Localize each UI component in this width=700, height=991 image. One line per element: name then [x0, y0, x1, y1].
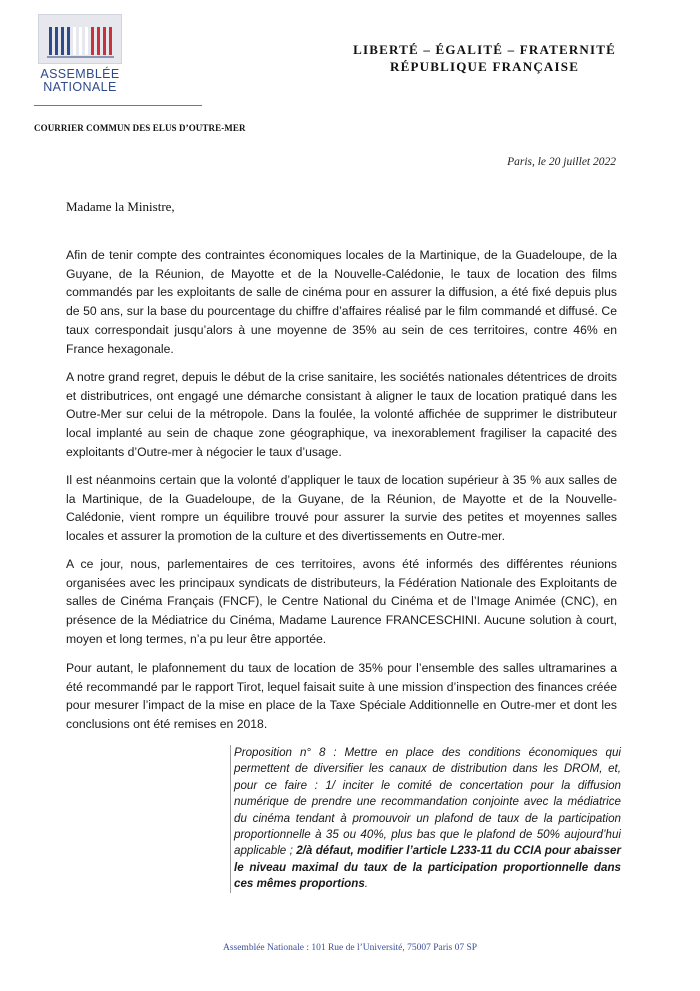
- emblem-drawing: [39, 15, 123, 65]
- proposition-end: .: [364, 877, 369, 891]
- blue-columns: [49, 27, 70, 55]
- footer-address: Assemblée Nationale : 101 Rue de l’Université, 75007 Paris 07 SP: [222, 943, 478, 953]
- letter-date: Paris, le 20 juillet 2022: [507, 156, 616, 168]
- white-columns: [73, 27, 88, 55]
- salutation: Madame la Ministre,: [66, 199, 175, 214]
- body-paragraph-2: A notre grand regret, depuis le début de la crise sanitaire, les sociétés nationales détentrices de droits et distributrices, ont engagé une démarche consistant à aligner le taux de location pratiqué dans les Outre-Mer sur celui de la métropole. Dans la foulée, la volonté affichée de supprimer le distributeur local implanté au sein de chaque zone géographique, va inexorablement fragiliser la capacité des exploitants d’Outre-mer à négocier le taux d’usage.: [66, 370, 617, 459]
- proposition-text: Proposition n° 8 : Mettre en place des conditions économiques qui permettent de diversifier les canaux de distribution dans les DROM, et, pour ce faire : 1/ inciter le comité de concertation pour la diffusion numérique de prendre une recommandation conjointe avec la médiatrice du cinéma tendant à promouvoir un plafond de taux de la participation proportionnelle à 35 ou 40%, plus bas que le plafond de 50% aujourd’hui applicable ;: [234, 746, 621, 858]
- body-paragraph-3: Il est néanmoins certain que la volonté d’appliquer le taux de location supérieur à 35 % aux salles de la Martinique, de la Guadeloupe, de la Guyane, de la Réunion, de Mayotte et de la Nouvelle-Calédonie, vient rompre un équilibre trouvé pour assurer la survie des petites et moyennes salles locales et assurer la promotion de la culture et des divertissements en Outre-mer.: [66, 473, 617, 544]
- republic-motto: [353, 41, 616, 75]
- proposition-quote: [230, 745, 621, 893]
- motto-line-2: RÉPUBLIQUE FRANÇAISE: [390, 59, 580, 74]
- body-paragraph-4: A ce jour, nous, parlementaires de ces territoires, avons été informés des différentes réunions organisées avec les principaux syndicats de distributeurs, la Fédération Nationale des Exploitants de salles de Cinéma Français (FNCF), le Centre National du Cinéma et de l’Image Animée (CNC), en présence de la Médiatrice du Cinéma, Madame Laurence FRANCESCHINI. Aucune solution à court, moyen et long termes, n’a pu leur être apportée.: [66, 557, 617, 646]
- header-divider: [34, 105, 202, 106]
- sender-heading: COURRIER COMMUN DES ELUS D’OUTRE-MER: [34, 123, 246, 133]
- red-columns: [91, 27, 112, 55]
- proposition-bold-text: 2/à défaut, modifier l’article L233-11 du CCIA pour abaisser le niveau maximal du taux de la participation proportionnelle dans ces mêmes proportions: [234, 844, 621, 891]
- body-paragraph-5: Pour autant, le plafonnement du taux de location de 35% pour l’ensemble des salles ultramarines a été recommandé par le rapport Tirot, lequel faisait suite à une mission d’inspection des finances créée pour mesurer l’impact de la mise en place de la Taxe Spéciale Additionnelle en Outre-mer et dont les conclusions ont été remises en 2018.: [66, 661, 617, 732]
- hemicycle-emblem: [38, 14, 122, 64]
- logo-text-nationale: NATIONALE: [43, 80, 117, 94]
- motto-line-1: LIBERTÉ – ÉGALITÉ – FRATERNITÉ: [353, 42, 616, 57]
- logo-text-assemblee: ASSEMBLÉE: [40, 67, 120, 81]
- assemblee-nationale-logo: [34, 14, 126, 94]
- emblem-base: [47, 56, 114, 58]
- body-paragraph-1: Afin de tenir compte des contraintes économiques locales de la Martinique, de la Guadeloupe, de la Guyane, de la Réunion, de Mayotte et de la Nouvelle-Calédonie, le taux de location des films commandés par les exploitants de salle de cinéma pour en assurer la diffusion, a été fixé depuis plus de 50 ans, sur la base du pourcentage du chiffre d’affaires réalisé par le film commandé et diffusé. Ce taux correspondait jusqu’alors à une moyenne de 35% au sein de ces territoires, contre 46% en France hexagonale.: [66, 248, 617, 356]
